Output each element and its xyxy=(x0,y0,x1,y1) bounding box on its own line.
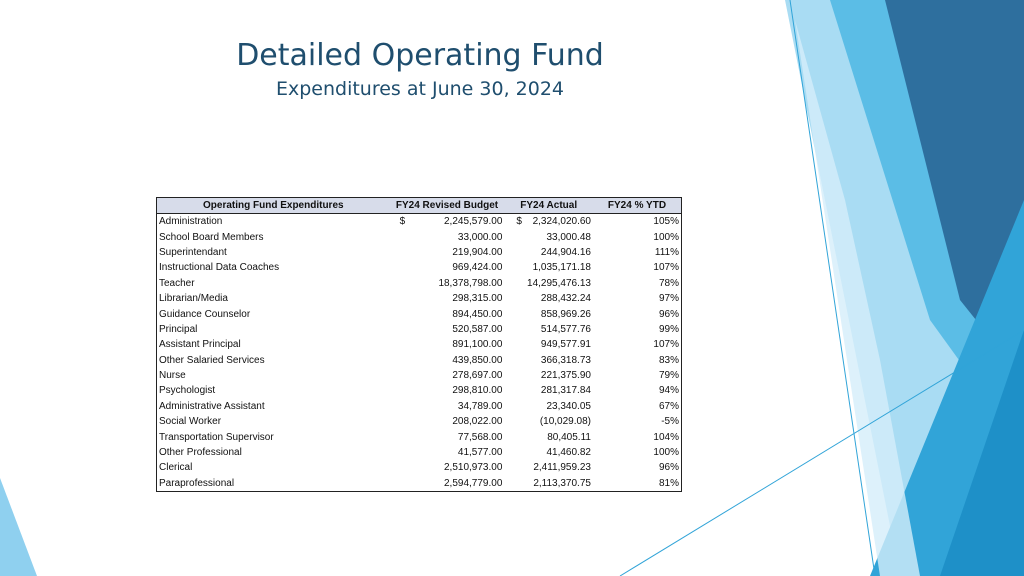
actual-value: 281,317.84 xyxy=(540,385,591,397)
actual-value: 2,411,959.23 xyxy=(533,462,591,474)
header-budget: FY24 Revised Budget xyxy=(390,198,505,214)
cell-actual xyxy=(504,306,593,321)
cell-pct: 81% xyxy=(658,477,679,489)
cell-expenditure: Social Worker xyxy=(159,416,222,428)
table-body xyxy=(157,214,681,492)
cell-budget xyxy=(390,245,505,260)
cell-expenditure: Transportation Supervisor xyxy=(159,431,274,443)
cell-pct: 78% xyxy=(658,277,679,289)
cell-actual xyxy=(504,337,593,352)
cell-actual xyxy=(504,214,593,230)
cell-budget xyxy=(390,460,505,475)
table-row xyxy=(157,322,681,337)
cell-expenditure: Psychologist xyxy=(159,385,216,397)
cell-pct: 96% xyxy=(658,308,679,320)
header-actual: FY24 Actual xyxy=(504,198,593,214)
budget-value: 18,378,798.00 xyxy=(438,277,503,289)
budget-value: 34,789.00 xyxy=(457,400,503,412)
actual-value: 80,405.11 xyxy=(547,431,591,443)
cell-actual xyxy=(504,291,593,306)
actual-value: 41,460.82 xyxy=(546,447,591,459)
currency-symbol: $ xyxy=(399,216,406,228)
cell-pct: 100% xyxy=(653,447,679,459)
cell-expenditure: Nurse xyxy=(159,370,186,382)
budget-value: 77,568.00 xyxy=(457,431,503,443)
cell-budget xyxy=(390,337,505,352)
table-row xyxy=(157,383,681,398)
budget-value: 208,022.00 xyxy=(452,416,503,428)
table-row xyxy=(157,399,681,414)
cell-budget xyxy=(390,399,505,414)
table-row xyxy=(157,445,681,460)
cell-expenditure: Paraprofessional xyxy=(159,477,235,489)
actual-value: 2,113,370.75 xyxy=(533,477,591,489)
budget-value: 969,424.00 xyxy=(452,262,503,274)
table-header-row xyxy=(157,198,681,214)
cell-actual xyxy=(504,245,593,260)
cell-budget xyxy=(390,306,505,321)
cell-pct: 67% xyxy=(658,400,679,412)
page-title: Detailed Operating Fund xyxy=(236,38,604,73)
cell-actual xyxy=(504,276,593,291)
cell-budget xyxy=(390,476,505,491)
budget-value: 2,245,579.00 xyxy=(444,216,503,228)
actual-value: 288,432.24 xyxy=(540,293,591,305)
budget-value: 219,904.00 xyxy=(452,246,503,258)
cell-budget xyxy=(390,229,505,244)
table-row xyxy=(157,368,681,383)
cell-expenditure: Clerical xyxy=(159,462,193,474)
actual-value: (10,029.08) xyxy=(539,416,591,428)
budget-value: 298,315.00 xyxy=(452,293,503,305)
cell-actual xyxy=(504,414,593,429)
table-row xyxy=(157,414,681,429)
cell-pct: 107% xyxy=(653,262,679,274)
table-row xyxy=(157,460,681,475)
cell-actual xyxy=(504,353,593,368)
table-row xyxy=(157,276,681,291)
cell-expenditure: Superintendant xyxy=(159,246,227,258)
budget-value: 298,810.00 xyxy=(452,385,503,397)
cell-pct: 83% xyxy=(658,354,679,366)
cell-pct: 104% xyxy=(653,431,679,443)
cell-expenditure: Other Professional xyxy=(159,447,242,459)
table-row xyxy=(157,429,681,444)
actual-value: 244,904.16 xyxy=(540,246,591,258)
cell-actual xyxy=(504,429,593,444)
budget-value: 2,594,779.00 xyxy=(444,477,503,489)
cell-budget xyxy=(390,291,505,306)
table-row xyxy=(157,214,681,230)
table-row xyxy=(157,245,681,260)
budget-value: 41,577.00 xyxy=(457,447,503,459)
cell-expenditure: Principal xyxy=(159,323,198,335)
cell-pct: 96% xyxy=(658,462,679,474)
cell-actual xyxy=(504,260,593,275)
cell-actual xyxy=(504,383,593,398)
budget-value: 33,000.00 xyxy=(457,231,503,243)
actual-value: 949,577.91 xyxy=(540,339,591,351)
cell-budget xyxy=(390,368,505,383)
budget-value: 439,850.00 xyxy=(452,354,503,366)
currency-symbol: $ xyxy=(516,216,522,228)
cell-pct: 97% xyxy=(658,293,679,305)
table-row xyxy=(157,337,681,352)
budget-value: 894,450.00 xyxy=(452,308,503,320)
cell-actual xyxy=(504,445,593,460)
actual-value: 1,035,171.18 xyxy=(532,262,591,274)
actual-value: 514,577.76 xyxy=(540,323,591,335)
cell-budget xyxy=(390,276,505,291)
header-pct: FY24 % YTD xyxy=(593,198,681,214)
actual-value: 33,000.48 xyxy=(546,231,591,243)
expenditures-table xyxy=(156,197,682,492)
cell-pct: 105% xyxy=(653,216,679,228)
cell-expenditure: Librarian/Media xyxy=(159,293,228,305)
cell-budget xyxy=(390,445,505,460)
cell-actual xyxy=(504,476,593,491)
cell-pct: 111% xyxy=(654,246,679,258)
cell-expenditure: Guidance Counselor xyxy=(159,308,251,320)
cell-actual xyxy=(504,399,593,414)
cell-pct: 100% xyxy=(653,231,679,243)
actual-value: 14,295,476.13 xyxy=(527,277,591,289)
cell-actual xyxy=(504,229,593,244)
cell-pct: 107% xyxy=(653,339,679,351)
page-subtitle: Expenditures at June 30, 2024 xyxy=(275,78,565,100)
table-row xyxy=(157,260,681,275)
actual-value: 2,324,020.60 xyxy=(532,216,591,228)
header-expenditure: Operating Fund Expenditures xyxy=(157,198,390,214)
table-row xyxy=(157,353,681,368)
budget-value: 520,587.00 xyxy=(452,323,503,335)
cell-pct: 79% xyxy=(658,370,679,382)
cell-budget xyxy=(390,214,505,230)
cell-actual xyxy=(504,368,593,383)
cell-expenditure: Teacher xyxy=(159,277,195,289)
cell-budget xyxy=(390,322,505,337)
cell-pct: -5% xyxy=(661,416,679,428)
cell-expenditure: Administration xyxy=(159,216,223,228)
cell-budget xyxy=(390,353,505,368)
actual-value: 23,340.05 xyxy=(546,400,591,412)
cell-pct: 99% xyxy=(658,323,679,335)
budget-value: 891,100.00 xyxy=(452,339,503,351)
cell-expenditure: School Board Members xyxy=(159,231,264,243)
cell-budget xyxy=(390,260,505,275)
cell-budget xyxy=(390,429,505,444)
cell-pct: 94% xyxy=(658,385,679,397)
cell-actual xyxy=(504,322,593,337)
table-row xyxy=(157,476,681,491)
actual-value: 221,375.90 xyxy=(540,370,591,382)
actual-value: 366,318.73 xyxy=(540,354,591,366)
cell-budget xyxy=(390,414,505,429)
budget-value: 278,697.00 xyxy=(452,370,503,382)
left-accent-shape xyxy=(0,478,37,576)
cell-budget xyxy=(390,383,505,398)
cell-expenditure: Other Salaried Services xyxy=(159,354,265,366)
budget-value: 2,510,973.00 xyxy=(444,462,503,474)
actual-value: 858,969.26 xyxy=(540,308,591,320)
table-row xyxy=(157,229,681,244)
table-row xyxy=(157,291,681,306)
cell-actual xyxy=(504,460,593,475)
cell-expenditure: Instructional Data Coaches xyxy=(159,262,280,274)
cell-expenditure: Assistant Principal xyxy=(159,339,241,351)
cell-expenditure: Administrative Assistant xyxy=(159,400,265,412)
table-row xyxy=(157,306,681,321)
